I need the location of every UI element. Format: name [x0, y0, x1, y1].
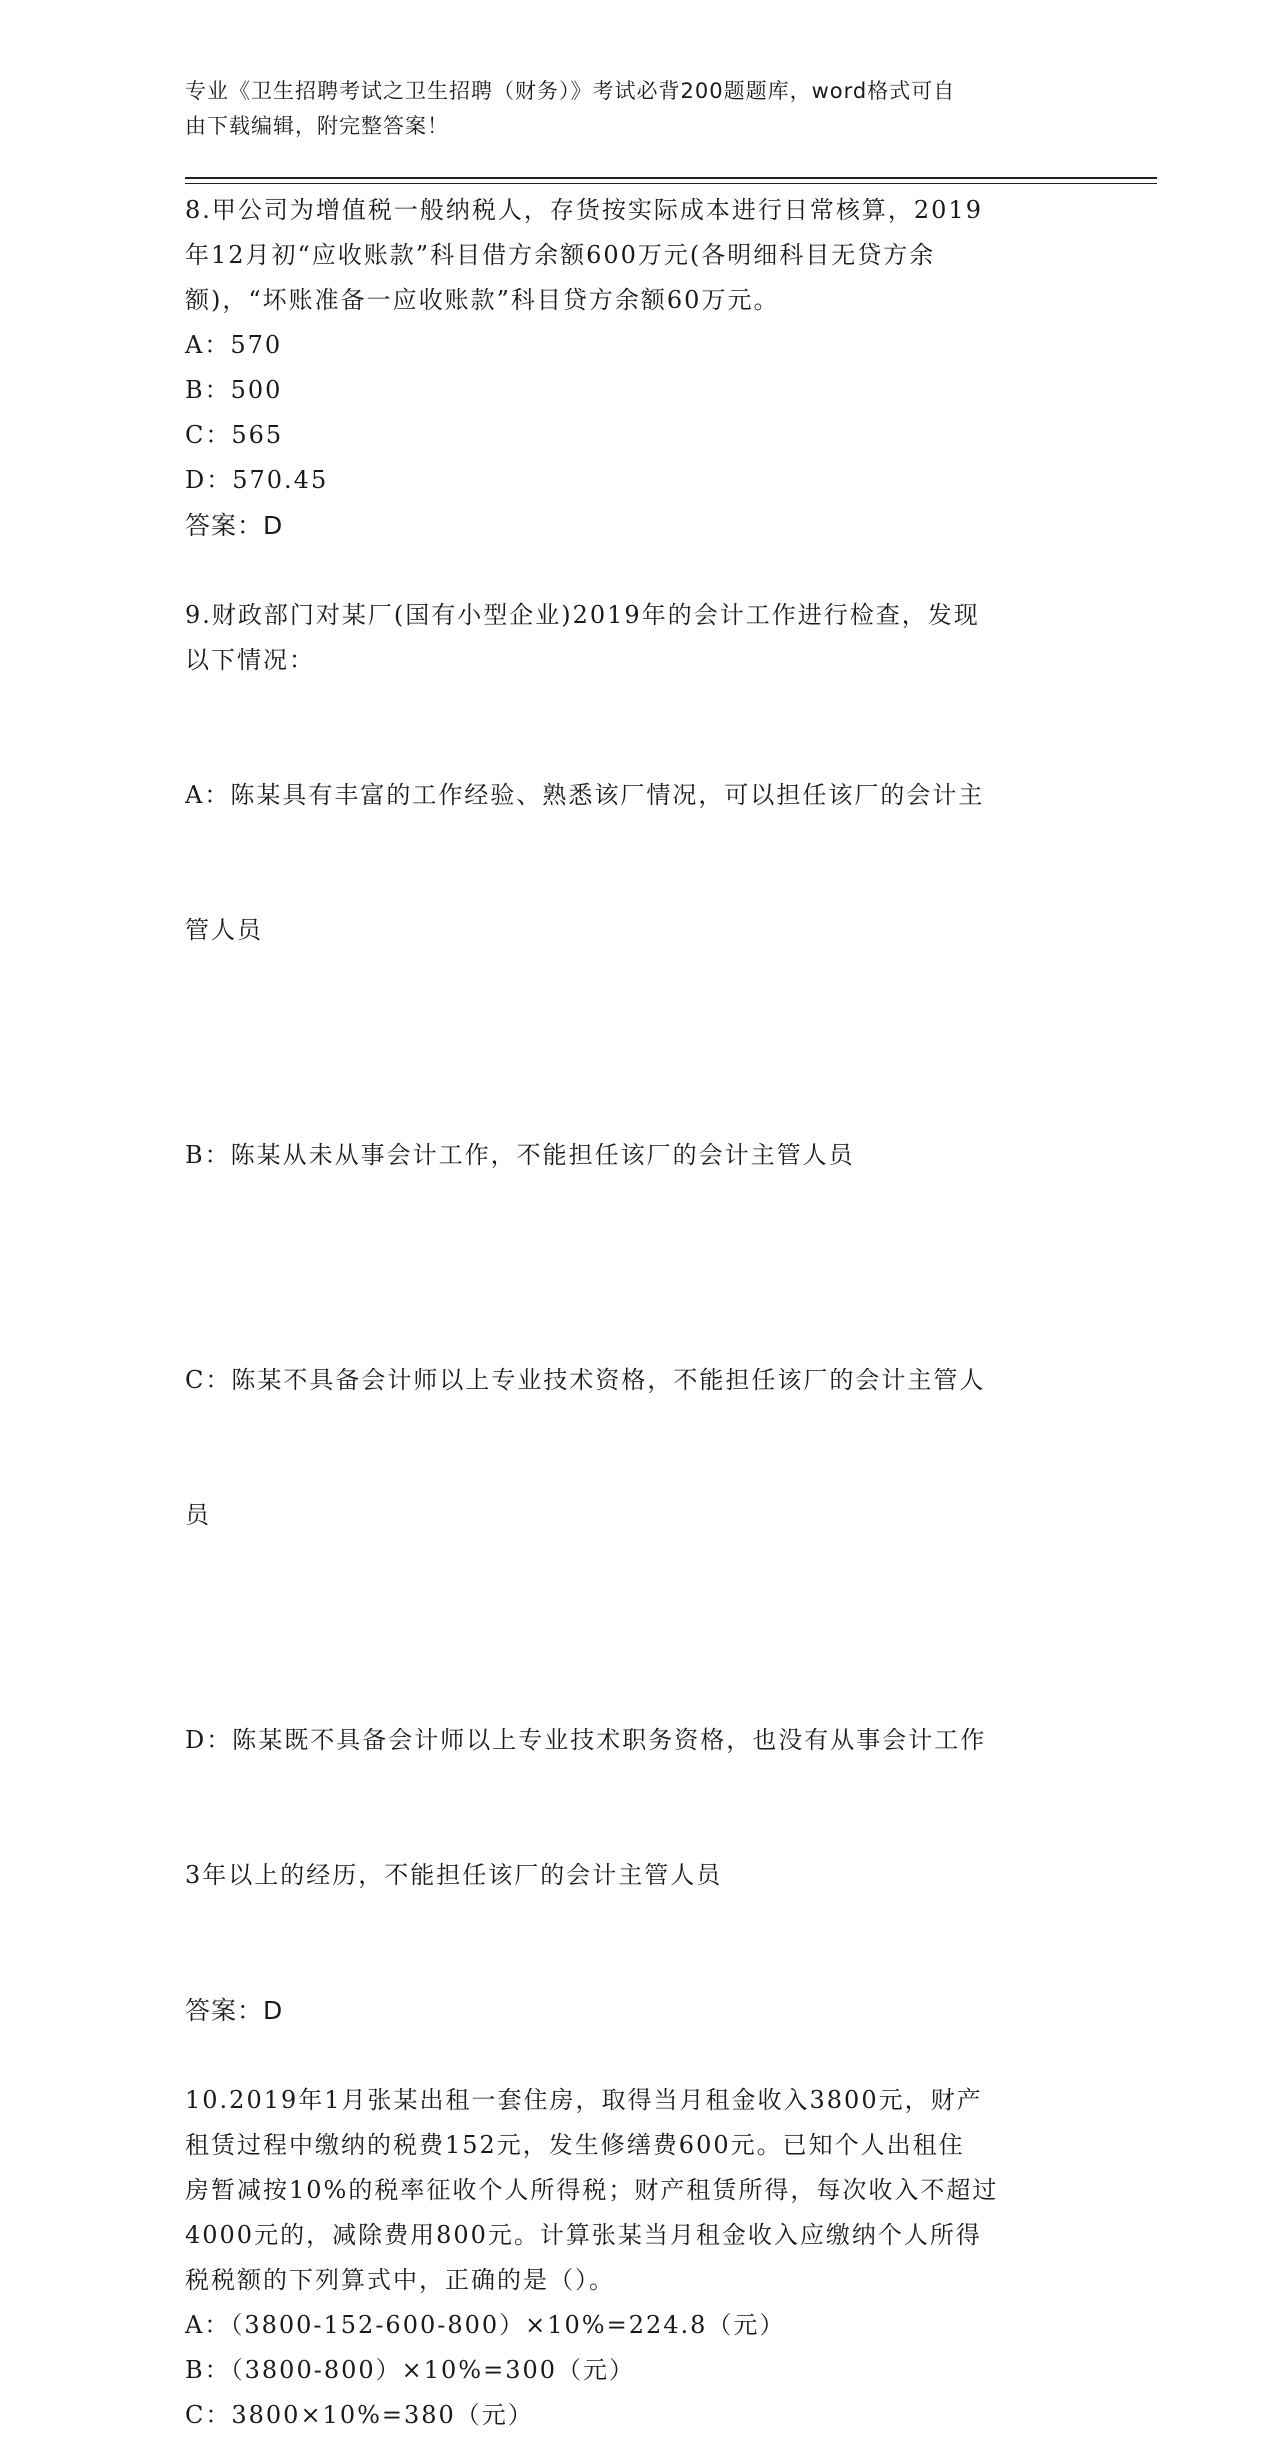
stem-line: 年12月初“应收账款”科目借方余额600万元(各明细科目无贷方余	[185, 241, 936, 269]
option-a: A：（3800-152-600-800）×10%=224.8（元）	[185, 2311, 786, 2339]
option-b	[185, 1043, 1085, 1268]
option-line: 3年以上的经历，不能担任该厂的会计主管人员	[185, 1861, 723, 1889]
question-8	[185, 188, 1085, 548]
stem-line: 9.财政部门对某厂(国有小型企业)2019年的会计工作进行检查，发现	[185, 601, 980, 629]
header-divider	[185, 177, 1157, 179]
stem-line: 租赁过程中缴纳的税费152元，发生修缮费600元。已知个人出租住	[185, 2131, 965, 2159]
question-9	[185, 593, 1085, 2033]
stem-line: 8.甲公司为增值税一般纳税人，存货按实际成本进行日常核算，2019	[185, 196, 983, 224]
option-b: B：500	[185, 376, 283, 404]
question-spacer	[185, 548, 1085, 593]
stem-line: 税税额的下列算式中，正确的是（）。	[185, 2266, 615, 2294]
question-stem	[185, 593, 1085, 683]
stem-line: 以下情况：	[185, 646, 315, 674]
option-c: C：3800×10%=380（元）	[185, 2401, 534, 2429]
question-10	[185, 2078, 1085, 2438]
option-line: B：陈某从未从事会计工作，不能担任该厂的会计主管人员	[185, 1141, 855, 1169]
stem-line: 房暂减按10%的税率征收个人所得税；财产租赁所得，每次收入不超过	[185, 2176, 999, 2204]
question-stem	[185, 188, 1085, 323]
option-line: D：陈某既不具备会计师以上专业技术职务资格，也没有从事会计工作	[185, 1726, 987, 1754]
header-line: 由下载编辑，附完整答案！	[185, 114, 449, 138]
option-line: C：陈某不具备会计师以上专业技术资格，不能担任该厂的会计主管人	[185, 1366, 986, 1394]
option-d: D：570.45	[185, 466, 329, 494]
stem-line: 10.2019年1月张某出租一套住房，取得当月租金收入3800元，财产	[185, 2086, 983, 2114]
option-a	[185, 683, 1085, 1043]
question-list	[185, 188, 1085, 2438]
question-spacer	[185, 2033, 1085, 2078]
stem-line: 额)，“坏账准备一应收账款”科目贷方余额60万元。	[185, 286, 780, 314]
stem-line: 4000元的，减除费用800元。计算张某当月租金收入应缴纳个人所得	[185, 2221, 982, 2249]
option-b: B：（3800-800）×10%=300（元）	[185, 2356, 636, 2384]
document-header	[185, 74, 1065, 144]
option-a: A：570	[185, 331, 283, 359]
header-line: 专业《卫生招聘考试之卫生招聘（财务）》考试必背200题题库，word格式可自	[185, 79, 956, 103]
option-c	[185, 1268, 1085, 1628]
question-stem	[185, 2078, 1085, 2303]
option-d	[185, 1628, 1085, 1988]
option-line: A：陈某具有丰富的工作经验、熟悉该厂情况，可以担任该厂的会计主	[185, 781, 985, 809]
answer-label: 答案：D	[185, 1996, 284, 2025]
option-c: C：565	[185, 421, 284, 449]
header-divider-thin	[185, 183, 1157, 184]
answer-label: 答案：D	[185, 511, 284, 540]
option-line: 员	[185, 1501, 211, 1529]
option-line: 管人员	[185, 916, 263, 944]
